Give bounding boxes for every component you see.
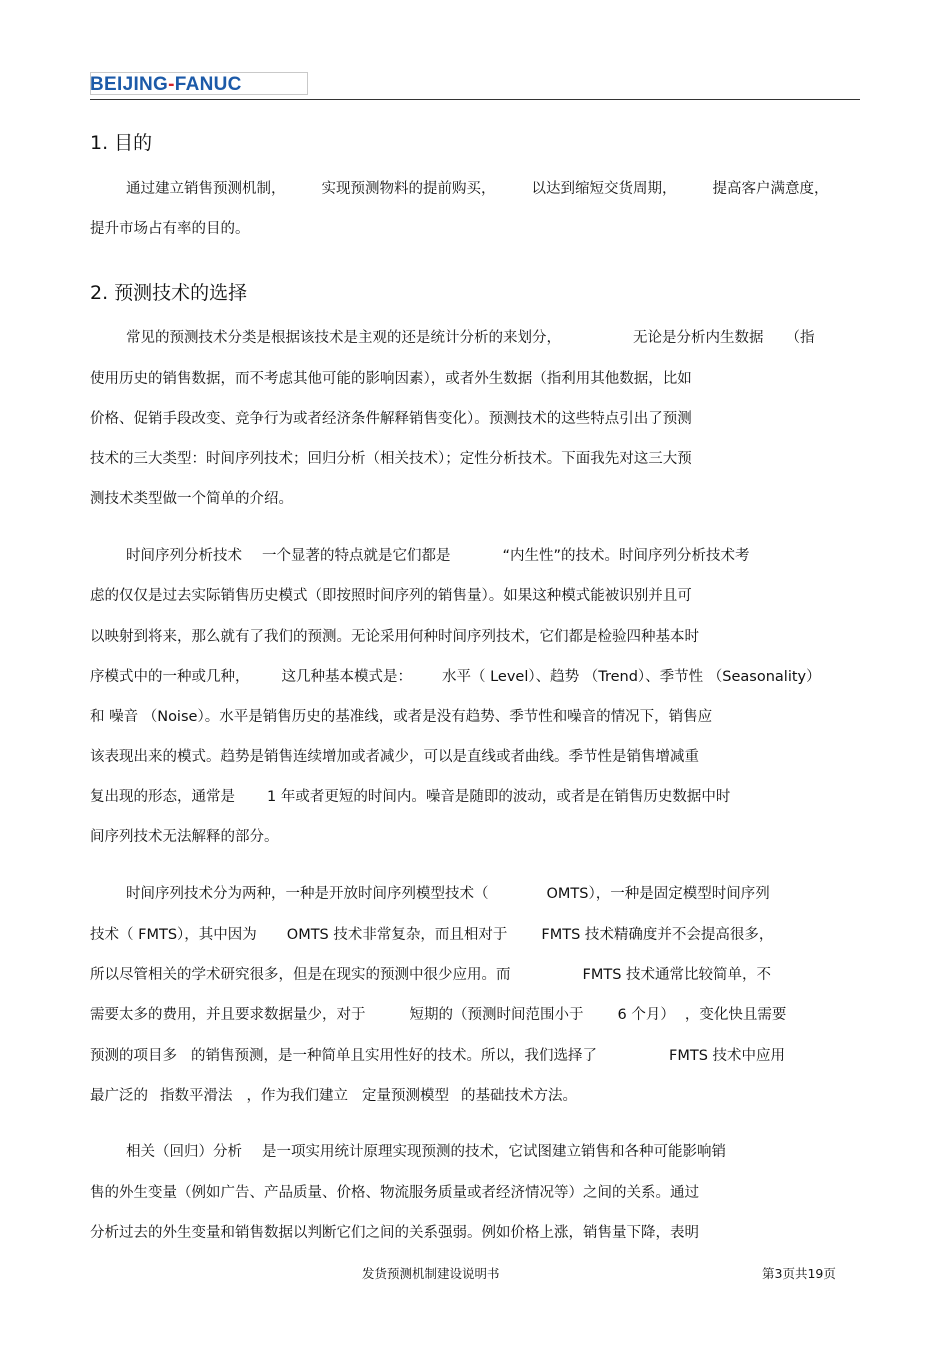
text-segment: 6 个月） xyxy=(617,1007,675,1023)
text-segment: 这几种基本模式是： xyxy=(281,669,412,685)
paragraph-line: 使用历史的销售数据，而不考虑其他可能的影响因素），或者外生数据（指利用其他数据，比如 xyxy=(90,371,692,387)
text-segment: ，变化快且需要 xyxy=(684,1007,787,1023)
paragraph-line: 提升市场占有率的目的。 xyxy=(90,221,250,237)
text-segment: 时间序列分析技术 xyxy=(126,548,242,564)
paragraph-line xyxy=(90,1046,785,1066)
text-segment: 最广泛的 xyxy=(90,1088,148,1104)
paragraph-line xyxy=(90,925,773,945)
text-segment: 的基础技术方法。 xyxy=(461,1088,577,1104)
paragraph-line: 该表现出来的模式。趋势是销售连续增加或者减少，可以是直线或者曲线。季节性是销售增减重 xyxy=(90,749,699,765)
company-logo xyxy=(90,72,310,97)
text-segment: 需要太多的费用，并且要求数据量少，对于 xyxy=(90,1007,366,1023)
text-segment: 指数平滑法 xyxy=(160,1088,233,1104)
paragraph-line: 售的外生变量（例如广告、产品质量、价格、物流服务质量或者经济情况等）之间的关系。通过 xyxy=(90,1185,699,1201)
logo-beijing: BEIJING xyxy=(90,74,169,95)
text-segment: 短期的（预测时间范围小于 xyxy=(409,1007,584,1023)
paragraph-line xyxy=(90,1005,786,1025)
text-segment: 相关（回归）分析 xyxy=(126,1144,242,1160)
paragraph-line xyxy=(126,1142,726,1162)
text-segment: 技术（ FMTS），其中因为 xyxy=(90,927,257,943)
paragraph-line: 技术的三大类型：时间序列技术；回归分析（相关技术）；定性分析技术。下面我先对这三大预 xyxy=(90,451,692,467)
paragraph-line: 和 噪音 （Noise）。水平是销售历史的基准线，或者是没有趋势、季节性和噪音的情况下，销售应 xyxy=(90,709,713,725)
paragraph-line xyxy=(126,884,770,904)
paragraph-line xyxy=(90,1086,577,1106)
text-segment: 所以尽管相关的学术研究很多，但是在现实的预测中很少应用。而 xyxy=(90,967,511,983)
text-segment: 一个显著的特点就是它们都是 xyxy=(262,548,451,564)
text-segment: （指 xyxy=(785,330,815,346)
paragraph-line xyxy=(90,787,730,807)
paragraph-line: 分析过去的外生变量和销售数据以判断它们之间的关系强弱。例如价格上涨，销售量下降，表明 xyxy=(90,1225,699,1241)
text-segment: 无论是分析内生数据 xyxy=(633,330,764,346)
footer-doc-title: 发货预测机制建设说明书 xyxy=(362,1266,500,1281)
text-segment: FMTS 技术精确度并不会提高很多， xyxy=(541,927,774,943)
paragraph-line xyxy=(90,667,821,687)
footer-page-info: 第3页共19页 xyxy=(762,1266,836,1281)
section-2-title: 2. 预测技术的选择 xyxy=(90,282,248,304)
paragraph-line: 虑的仅仅是过去实际销售历史模式（即按照时间序列的销售量）。如果这种模式能被识别并且可 xyxy=(90,588,692,604)
text-segment: 以达到缩短交货周期， xyxy=(531,181,677,197)
text-segment: OMTS），一种是固定模型时间序列 xyxy=(546,886,770,902)
text-segment: 1 年或者更短的时间内。噪音是随即的波动，或者是在销售历史数据中时 xyxy=(267,789,731,805)
text-segment: 提高客户满意度， xyxy=(712,181,829,197)
paragraph-line: 测技术类型做一个简单的介绍。 xyxy=(90,491,293,507)
text-segment: 复出现的形态，通常是 xyxy=(90,789,235,805)
text-segment: 时间序列技术分为两种，一种是开放时间序列模型技术（ xyxy=(126,886,489,902)
text-segment: 常见的预测技术分类是根据该技术是主观的还是统计分析的来划分， xyxy=(126,330,561,346)
text-segment: FMTS 技术中应用 xyxy=(669,1048,786,1064)
section-1-title: 1. 目的 xyxy=(90,132,153,154)
logo-text xyxy=(90,72,310,97)
paragraph-line: 以映射到将来，那么就有了我们的预测。无论采用何种时间序列技术，它们都是检验四种基本时 xyxy=(90,629,699,645)
paragraph-line xyxy=(126,328,815,348)
text-segment: ，作为我们建立 xyxy=(246,1088,348,1104)
text-segment: 是一项实用统计原理实现预测的技术，它试图建立销售和各种可能影响销 xyxy=(262,1144,726,1160)
text-segment: 水平（ Level）、趋势 （Trend）、季节性 （Seasonality） xyxy=(442,669,821,685)
header-rule xyxy=(90,99,860,100)
text-segment: 的销售预测，是一种简单且实用性好的技术。所以，我们选择了 xyxy=(191,1048,597,1064)
text-segment: 序模式中的一种或几种， xyxy=(90,669,250,685)
paragraph-line xyxy=(90,965,771,985)
logo-dash: - xyxy=(168,74,175,95)
text-segment: OMTS 技术非常复杂，而且相对于 xyxy=(286,927,508,943)
text-segment: 预测的项目多 xyxy=(90,1048,177,1064)
text-segment: 定量预测模型 xyxy=(362,1088,449,1104)
logo-fanuc: FANUC xyxy=(174,74,242,95)
text-segment: FMTS 技术通常比较简单，不 xyxy=(582,967,772,983)
text-segment: “内生性”的技术。时间序列分析技术考 xyxy=(502,548,750,564)
paragraph-line: 间序列技术无法解释的部分。 xyxy=(90,829,279,845)
paragraph-line: 价格、促销手段改变、竞争行为或者经济条件解释销售变化）。预测技术的这些特点引出了预测 xyxy=(90,411,692,427)
paragraph-line xyxy=(126,179,829,199)
text-segment: 实现预测物料的提前购买， xyxy=(321,181,496,197)
text-segment: 通过建立销售预测机制， xyxy=(126,181,286,197)
paragraph-line xyxy=(126,546,750,566)
